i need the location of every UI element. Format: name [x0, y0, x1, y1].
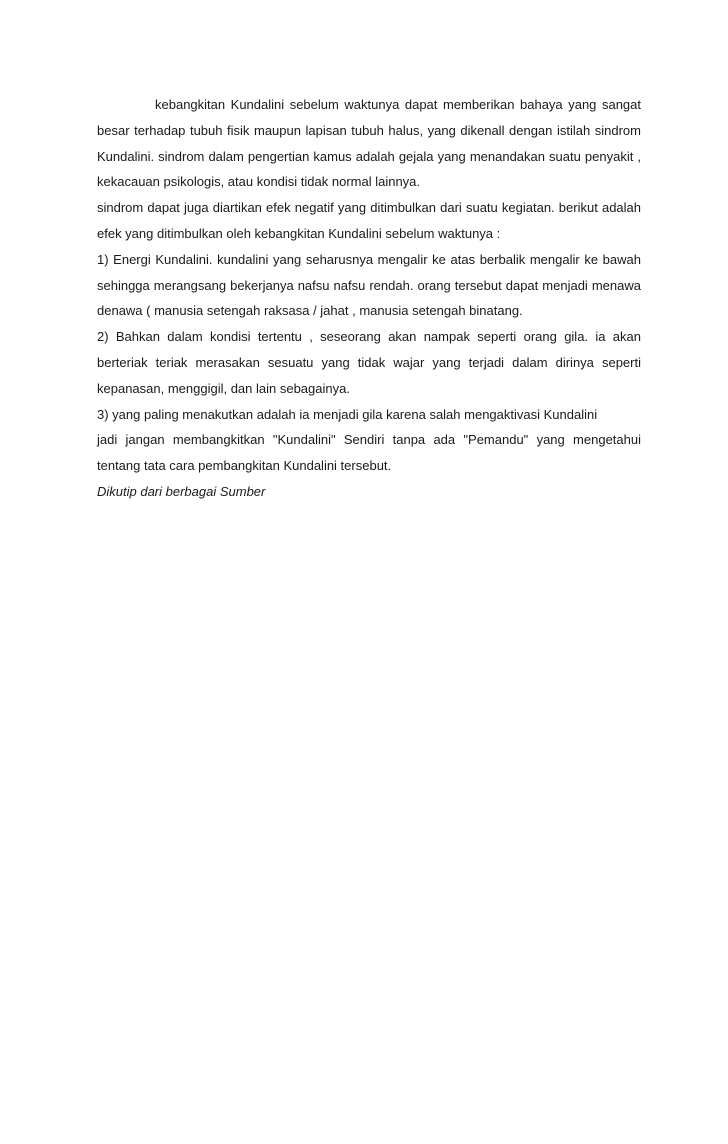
paragraph-conclusion: jadi jangan membangkitkan "Kundalini" Sendiri tanpa ada "Pemandu" yang mengetahui tentang tata cara pembangkitan Kundalini tersebut. — [97, 432, 641, 474]
paragraph-effect-3: 3) yang paling menakutkan adalah ia menjadi gila karena salah mengaktivasi Kundalini — [97, 406, 598, 422]
source-citation: Dikutip dari berbagai Sumber — [97, 483, 266, 499]
paragraph-intro: kebangkitan Kundalini sebelum waktunya dapat memberikan bahaya yang sangat besar terhadap tubuh fisik maupun lapisan tubuh halus, yang dikenall dengan istilah sindrom Kundalini. sindrom dalam pengertian kamus adalah gejala yang menandakan suatu penyakit , kekacauan psikologis, atau kondisi tidak normal lainnya. — [97, 97, 641, 190]
document-page — [97, 92, 641, 505]
paragraph-effect-2: 2) Bahkan dalam kondisi tertentu , seseorang akan nampak seperti orang gila. ia akan berteriak teriak merasakan sesuatu yang tidak wajar yang terjadi dalam dirinya seperti kepanasan, menggigil, dan lain sebagainya. — [97, 329, 641, 396]
paragraph-syndrome-definition: sindrom dapat juga diartikan efek negatif yang ditimbulkan dari suatu kegiatan. berikut adalah efek yang ditimbulkan oleh kebangkitan Kundalini sebelum waktunya : — [97, 200, 641, 241]
paragraph-effect-1: 1) Energi Kundalini. kundalini yang seharusnya mengalir ke atas berbalik mengalir ke bawah sehingga merangsang bekerjanya nafsu nafsu rendah. orang tersebut dapat menjadi menawa denawa ( manusia setengah raksasa / jahat , manusia setengah binatang. — [97, 251, 641, 319]
